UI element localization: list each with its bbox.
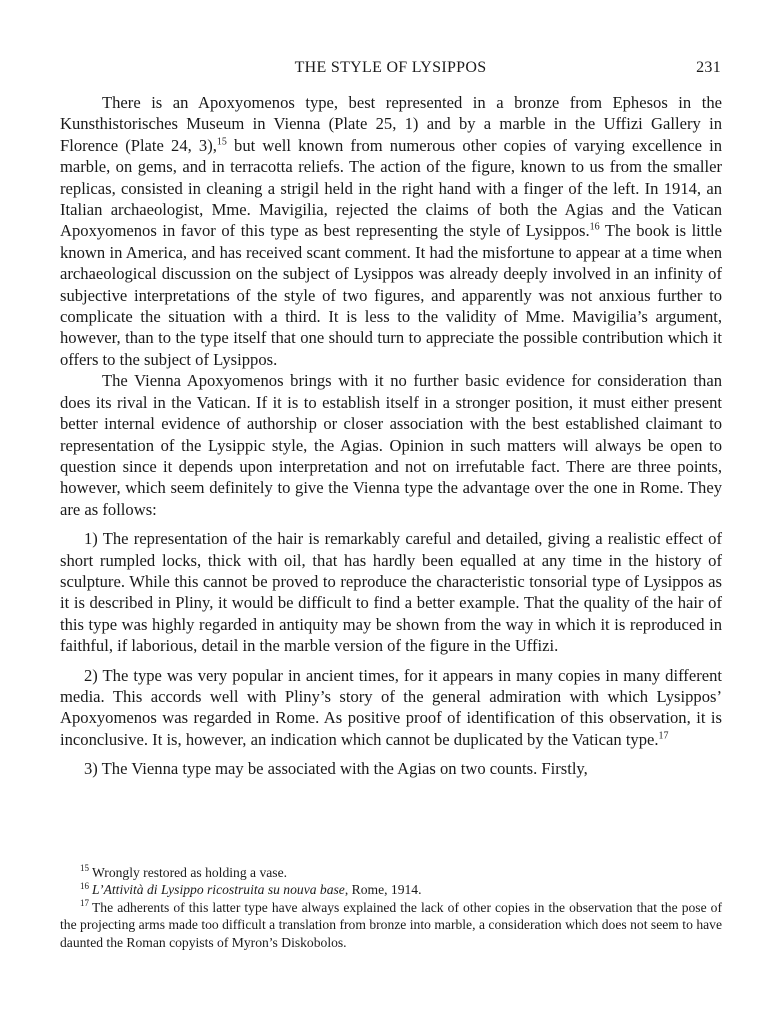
- body-paragraph: [60, 92, 722, 370]
- footnotes: [60, 864, 722, 951]
- numbered-paragraph: [60, 528, 722, 656]
- footnote-text: , Rome, 1914.: [344, 882, 422, 898]
- paragraph-text: 3) The Vienna type may be associated with the Agias on two counts. Firstly,: [84, 759, 588, 779]
- footnote-text: L’Attività di Lysippo ricostruita su nouva base: [92, 882, 345, 898]
- paragraph-text: There is an Apoxyomenos type, best represented in a bronze from Ephesos in the Kunsthistorisches Museum in Vienna (Plate 25, 1) and by a marble in the Uffizi Gallery in Florence (Plate 24, 3),: [60, 93, 722, 155]
- running-title: THE STYLE OF LYSIPPOS: [294, 59, 487, 76]
- running-head: [60, 59, 721, 81]
- paragraph-text: but well known from numerous other copies of varying excellence in marble, on gems, and in terracotta reliefs. The action of the figure, known to us from the smaller replicas, consisted in cleaning a strigil held in the right hand with a finger of the left. In 1914, an Italian archaeologist, Mme. Mavigilia, rejected the claims of both the Agias and the Vatican Apoxyomenos in favor of this type as best representing the style of Lysippos.: [60, 135, 723, 241]
- paragraph-text: 2) The type was very popular in ancient times, for it appears in many copies in many different media. This accords well with Pliny’s story of the general admiration with which Lysippos’ Apoxyomenos was regarded in Rome. As positive proof of identification of this observation, it is inconclusive. It is, however, an indication which cannot be duplicated by the Vatican type.: [60, 665, 722, 749]
- body-text: [60, 92, 722, 780]
- footnote-text: The adherents of this latter type have always explained the lack of other copies in the observation that the pose of the projecting arms made too difficult a translation from bronze into marble, a consideration which does not seem to have daunted the Roman copyists of Myron’s Diskobolos.: [60, 899, 722, 950]
- footnote-number: 15: [80, 863, 89, 874]
- footnote-reference: 17: [658, 730, 669, 742]
- paragraph-text: 1) The representation of the hair is remarkably careful and detailed, giving a realistic effect of short rumpled locks, thick with oil, that has hardly been equalled at any time in the history of sculpture. While this cannot be proved to reproduce the characteristic tonsorial type of Lysippos as it is described in Pliny, it would be difficult to find a better example. That the quality of the hair of this type was highly regarded in antiquity may be shown from the way in which it is reproduced in faithful, if laborious, detail in the marble version of the figure in the Uffizi.: [60, 529, 722, 656]
- numbered-paragraph: [60, 665, 722, 751]
- paragraph-text: The Vienna Apoxyomenos brings with it no further basic evidence for consideration than does its rival in the Vatican. If it is to establish itself in a stronger position, it must either present better internal evidence of authorship or closer association with the best established claimant to representation of the Lysippic style, the Agias. Opinion in such matters will always be open to question since it depends upon interpretation and not on irrefutable fact. There are three points, however, which seem definitely to give the Vienna type the advantage over the one in Rome. They are as follows:: [60, 371, 722, 519]
- footnote-reference: 15: [216, 136, 227, 148]
- footnote-number: 16: [80, 880, 89, 891]
- paragraph-text: The book is little known in America, and has received scant comment. It had the misfortune to appear at a time when archaeological discussion on the subject of Lysippos was already deeply involved in an infinity of subjective interpretations of the style of two figures, and apparently was not anxious further to complicate the situation with a third. It is less to the validity of Mme. Mavigilia’s argument, however, than to the type itself that one should turn to appreciate the possible contribution which it offers to the subject of Lysippos.: [60, 221, 722, 369]
- numbered-paragraph: [60, 758, 722, 779]
- body-paragraph: [60, 370, 722, 520]
- page-number: 231: [696, 59, 721, 76]
- footnote-text: Wrongly restored as holding a vase.: [92, 865, 287, 880]
- footnote: [60, 881, 722, 898]
- footnote: [60, 864, 722, 881]
- footnote-number: 17: [80, 898, 89, 909]
- footnote-reference: 16: [589, 221, 600, 233]
- footnote: [60, 899, 722, 951]
